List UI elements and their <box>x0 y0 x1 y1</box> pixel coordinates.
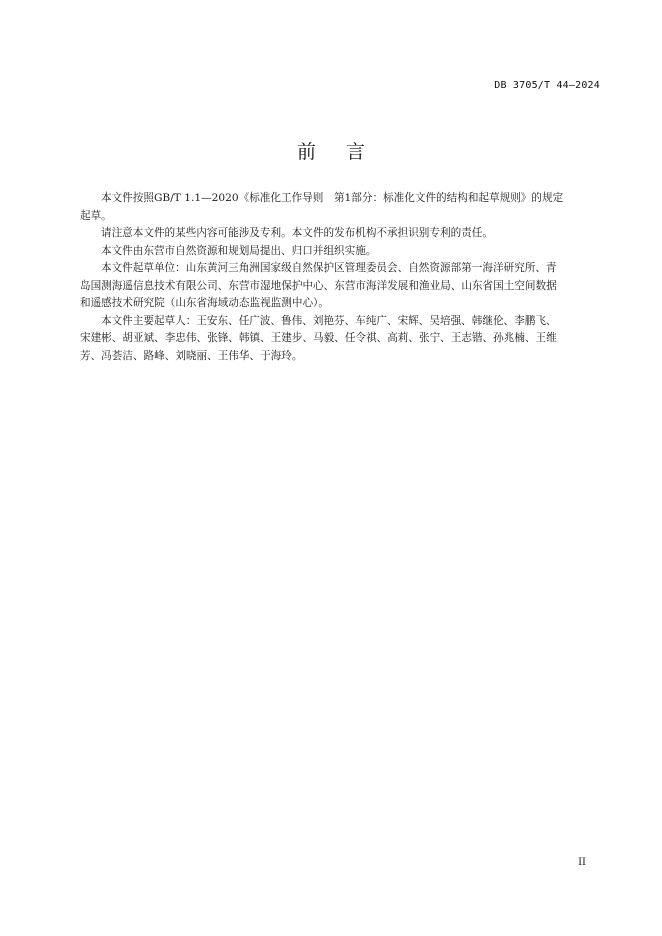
page-title: 前言 <box>296 141 395 163</box>
text-line: 起草。 <box>80 209 112 222</box>
text-line: 和遥感技术研究院（山东省海域动态监视监测中心）。 <box>80 297 329 309</box>
document-code: DB 3705/T 44—2024 <box>494 80 600 91</box>
text-line: 本文件由东营市自然资源和规划局提出、归口并组织实施。 <box>101 244 377 257</box>
text-line: 本文件按照GB/T 1.1—2020《标准化工作导则 第1部分：标准化文件的结构和起草规则》的规定 <box>101 192 564 204</box>
text-line: 岛国测海遥信息技术有限公司、东营市湿地保护中心、东营市海洋发展和渔业局、山东省国土空间数据 <box>80 279 557 292</box>
foreword-body <box>80 190 602 365</box>
text-line: 本文件起草单位：山东黄河三角洲国家级自然保护区管理委员会、自然资源部第一海洋研究所、青 <box>101 262 557 274</box>
text-line: 请注意本文件的某些内容可能涉及专利。本文件的发布机构不承担识别专利的责任。 <box>101 227 493 239</box>
paragraph-drafting-units <box>80 260 602 313</box>
text-line: 宋建彬、胡亚斌、李忠伟、张锋、韩镇、王建步、马毅、任令祺、高莉、张宁、王志锴、孙兆楠、王维 <box>80 332 557 344</box>
paragraph-patent-notice <box>80 225 602 243</box>
paragraph-standard-basis <box>80 190 602 225</box>
paragraph-proposer <box>80 243 602 261</box>
page-number: II <box>578 857 586 868</box>
text-line: 芳、冯荟洁、路峰、刘晓丽、王伟华、于海玲。 <box>80 349 303 362</box>
text-line: 本文件主要起草人：王安东、任广波、鲁伟、刘艳芬、车纯广、宋辉、吴培强、韩继伦、李鹏飞、 <box>101 314 557 327</box>
paragraph-drafters <box>80 313 602 366</box>
